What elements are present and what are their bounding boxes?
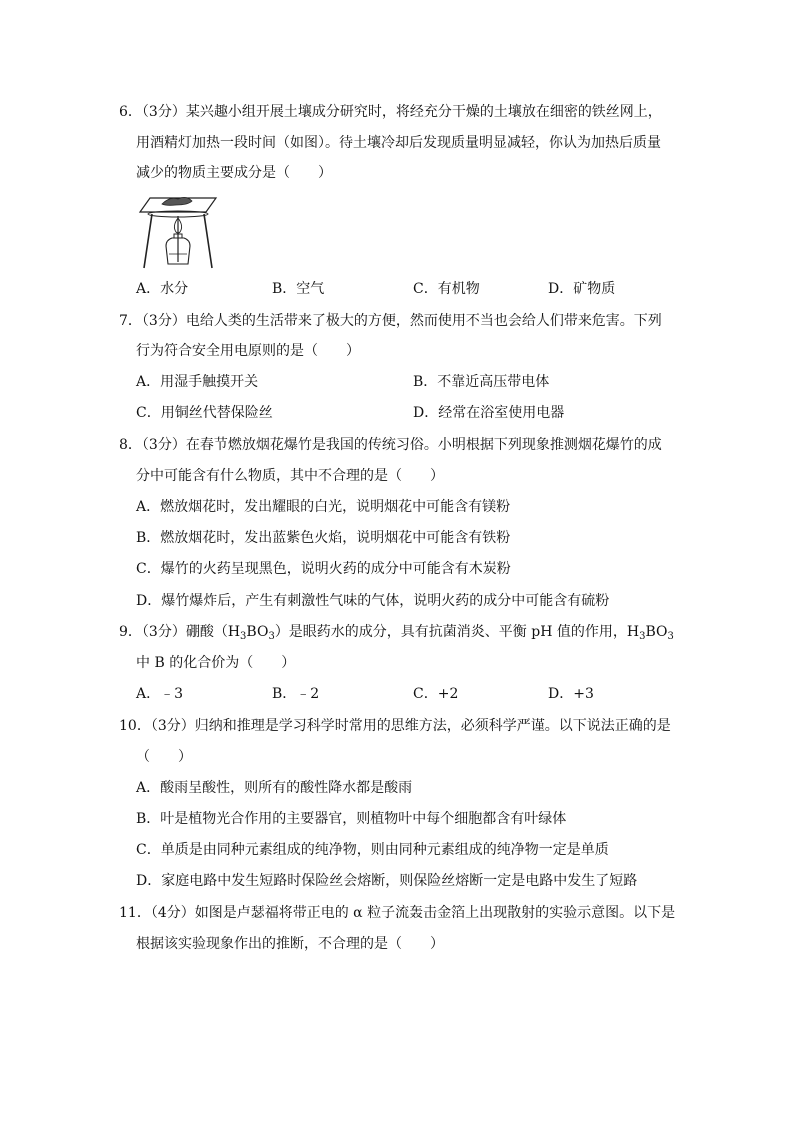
q6-stem-line2: 用酒精灯加热一段时间（如图）。待土壤冷却后发现质量明显减轻，你认为加热后质量 bbox=[136, 135, 661, 151]
q8-option-c: C．爆竹的火药呈现黑色，说明火药的成分中可能含有木炭粉 bbox=[136, 561, 511, 577]
q10-stem-line2: （ ） bbox=[136, 749, 192, 765]
q7-option-b: B．不靠近高压带电体 bbox=[413, 374, 550, 390]
q10-stem-line1: 10．（3分）归纳和推理是学习科学时常用的思维方法，必须科学严谨。以下说法正确的是 bbox=[119, 718, 671, 734]
q10-option-d: D．家庭电路中发生短路时保险丝会熔断，则保险丝熔断一定是电路中发生了短路 bbox=[136, 873, 638, 889]
q8-stem-line2: 分中可能含有什么物质，其中不合理的是（ ） bbox=[136, 468, 444, 484]
q10-option-a: A．酸雨呈酸性，则所有的酸性降水都是酸雨 bbox=[136, 780, 413, 796]
q11-stem-line2: 根据该实验现象作出的推断，不合理的是（ ） bbox=[136, 936, 444, 952]
alcohol-lamp-heating-figure bbox=[136, 190, 222, 270]
q6-stem-line3: 减少的物质主要成分是（ ） bbox=[136, 165, 332, 181]
q9-option-c: C．+2 bbox=[413, 686, 459, 702]
q6-option-b: B．空气 bbox=[272, 281, 325, 297]
q7-option-c: C．用铜丝代替保险丝 bbox=[136, 405, 273, 421]
q8-stem-line1: 8．（3分）在春节燃放烟花爆竹是我国的传统习俗。小明根据下列现象推测烟花爆竹的成 bbox=[119, 437, 662, 453]
q6-option-d: D．矿物质 bbox=[548, 281, 616, 297]
q7-stem-line1: 7．（3分）电给人类的生活带来了极大的方便，然而使用不当也会给人们带来危害。下列 bbox=[119, 313, 662, 329]
q9-option-d: D．+3 bbox=[548, 686, 594, 702]
q10-option-b: B．叶是植物光合作用的主要器官，则植物叶中每个细胞都含有叶绿体 bbox=[136, 811, 567, 827]
q8-option-b: B．燃放烟花时，发出蓝紫色火焰，说明烟花中可能含有铁粉 bbox=[136, 530, 511, 546]
q9-stem-line1: 9．（3分）硼酸$(H_3BO_3)$是眼药水的成分，具有抗菌消炎、平衡 pH 值的作用，$H_3BO_3$ bbox=[119, 624, 674, 642]
q7-option-d: D．经常在浴室使用电器 bbox=[413, 405, 565, 421]
q6-stem-line1: 6．（3分）某兴趣小组开展土壤成分研究时，将经充分干燥的土壤放在细密的铁丝网上， bbox=[119, 104, 662, 120]
q7-option-a: A．用湿手触摸开关 bbox=[136, 374, 259, 390]
q10-option-c: C．单质是由同种元素组成的纯净物，则由同种元素组成的纯净物一定是单质 bbox=[136, 842, 609, 858]
q11-stem-line1: 11．（4分）如图是卢瑟福将带正电的 α 粒子流轰击金箔上出现散射的实验示意图。以下是 bbox=[119, 905, 676, 921]
q8-option-a: A．燃放烟花时，发出耀眼的白光，说明烟花中可能含有镁粉 bbox=[136, 499, 511, 515]
q6-option-c: C．有机物 bbox=[413, 281, 480, 297]
q9-option-b: B．﹣2 bbox=[272, 686, 320, 702]
q8-option-d: D．爆竹爆炸后，产生有刺激性气味的气体，说明火药的成分中可能含有硫粉 bbox=[136, 593, 610, 609]
q7-stem-line2: 行为符合安全用电原则的是（ ） bbox=[136, 343, 360, 359]
q9-option-a: A．﹣3 bbox=[136, 686, 184, 702]
q6-option-a: A．水分 bbox=[136, 281, 189, 297]
q9-stem-line2: 中 B 的化合价为（ ） bbox=[136, 655, 296, 671]
